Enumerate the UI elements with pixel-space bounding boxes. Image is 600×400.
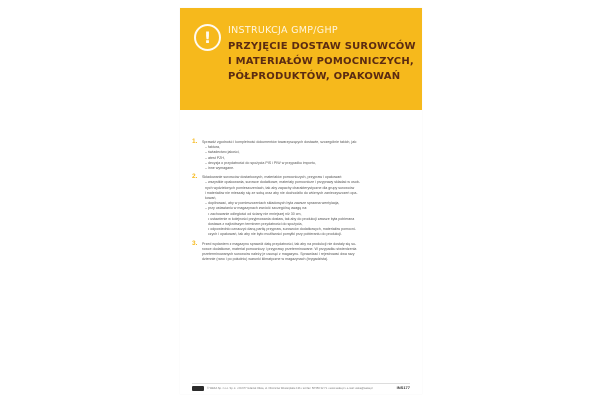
step-text: dostawa z najkrótszym terminem przydatności do spożycia, <box>208 222 303 227</box>
poster-title <box>228 39 418 84</box>
step-text: Składowanie surowców dostarkowych, materiałów pomocniczych, przypraw i opakowań: <box>202 175 343 180</box>
instruction-step <box>192 175 410 237</box>
step-text: • zachowanie odległości od ściany nie mniejszej niż 30 cm, <box>208 211 302 216</box>
step-text: – inne wymagane. <box>205 166 235 171</box>
title-line: PRZYJĘCIE DOSTAW SUROWCÓW <box>228 41 416 52</box>
step-text: Przed wydaniem z magazynu sprawdź datę przydatności, tak aby na produkcji nie dostały się su- <box>202 241 357 246</box>
poster-footer <box>192 383 410 392</box>
step-text: • ustawienie w kolejności przyjmowania dostaw, tak aby do produkcji zawsze była pobierana <box>208 216 355 221</box>
publisher-logo <box>192 386 204 391</box>
step-text: – dopilnować, aby w pomieszczeniach składowych była zawsze sprawna wentylacja, <box>205 201 340 206</box>
step-number: 1. <box>192 138 198 145</box>
step-text: przeterminowanych surowców należy je usunąć z magazynu. Sprawdzać i rejestrować dwa razy <box>202 252 355 257</box>
step-text: rowce dodatkowe, materiał pomocniczy i przyprawy przeterminowane. W przypadku stwierdzenia <box>202 246 357 251</box>
step-text: i materiałów nie mieszały się ze sobą oraz aby nie dochodziło do wtórnych zanieczyszczeń opa- <box>205 190 358 195</box>
instruction-steps <box>192 140 410 266</box>
step-text: • odpowiednio oznaczyć daną partię przypraw, surowców dodatkowych, materiałów pomocni- <box>208 227 356 232</box>
step-text: – wszystkie opakowania, surowce dodatkowe, materiały pomocnicze i przyprawy składać w osob- <box>205 180 360 185</box>
step-text: – przy ustawianiu w magazynach zwrócić szczególną uwagę na: <box>205 206 308 211</box>
exclamation-circle-icon: ! <box>194 24 221 51</box>
step-text: czych i opakowań, tak aby nie było możliwości pomyłki przy pobieraniu do produkcji. <box>208 232 342 237</box>
step-text: nych wydzielonych pomieszczeniach, tak aby zapachy charakterystyczne dla grupy surowców <box>205 185 355 190</box>
step-text: – faktura, <box>205 145 220 150</box>
step-text: – decyzja o przydatności do spożycia PIS i PIW w przypadku importu, <box>205 160 316 165</box>
step-number: 2. <box>192 173 198 181</box>
step-text: kowań, <box>205 196 217 201</box>
poster-header <box>180 8 422 110</box>
instruction-step <box>192 140 410 171</box>
step-text: dziennie (rano i po południu) warunki klimatyczne w magazynach (brygadzista). <box>202 257 329 262</box>
step-text: – atest PZH, <box>205 155 225 160</box>
title-line: PÓŁPRODUKTÓW, OPAKOWAŃ <box>228 71 401 82</box>
title-line: I MATERIAŁÓW POMOCNICZYCH, <box>228 56 414 67</box>
instruction-poster <box>180 8 422 394</box>
poster-subtitle: INSTRUKCJA GMP/GHP <box>228 25 338 36</box>
step-text: – świadectwo jakości, <box>205 150 240 155</box>
step-number: 3. <box>192 239 198 247</box>
footer-text: © WEKA Sp. z o.o. Sp. k. • 00-677 Gdańsk Oliwa, ul. Obrońców Westerplatte 13b • tel./fax: 58 556 32 71 • www.weka.pl • e-mail: weka@weka.pl <box>207 387 373 390</box>
document-code: INS177 <box>396 385 410 390</box>
instruction-step <box>192 239 410 263</box>
step-text: Sprawdź zgodność i kompletność dokumentów towarzyszących dostawie, szczególnie takich, jak: <box>202 140 358 144</box>
